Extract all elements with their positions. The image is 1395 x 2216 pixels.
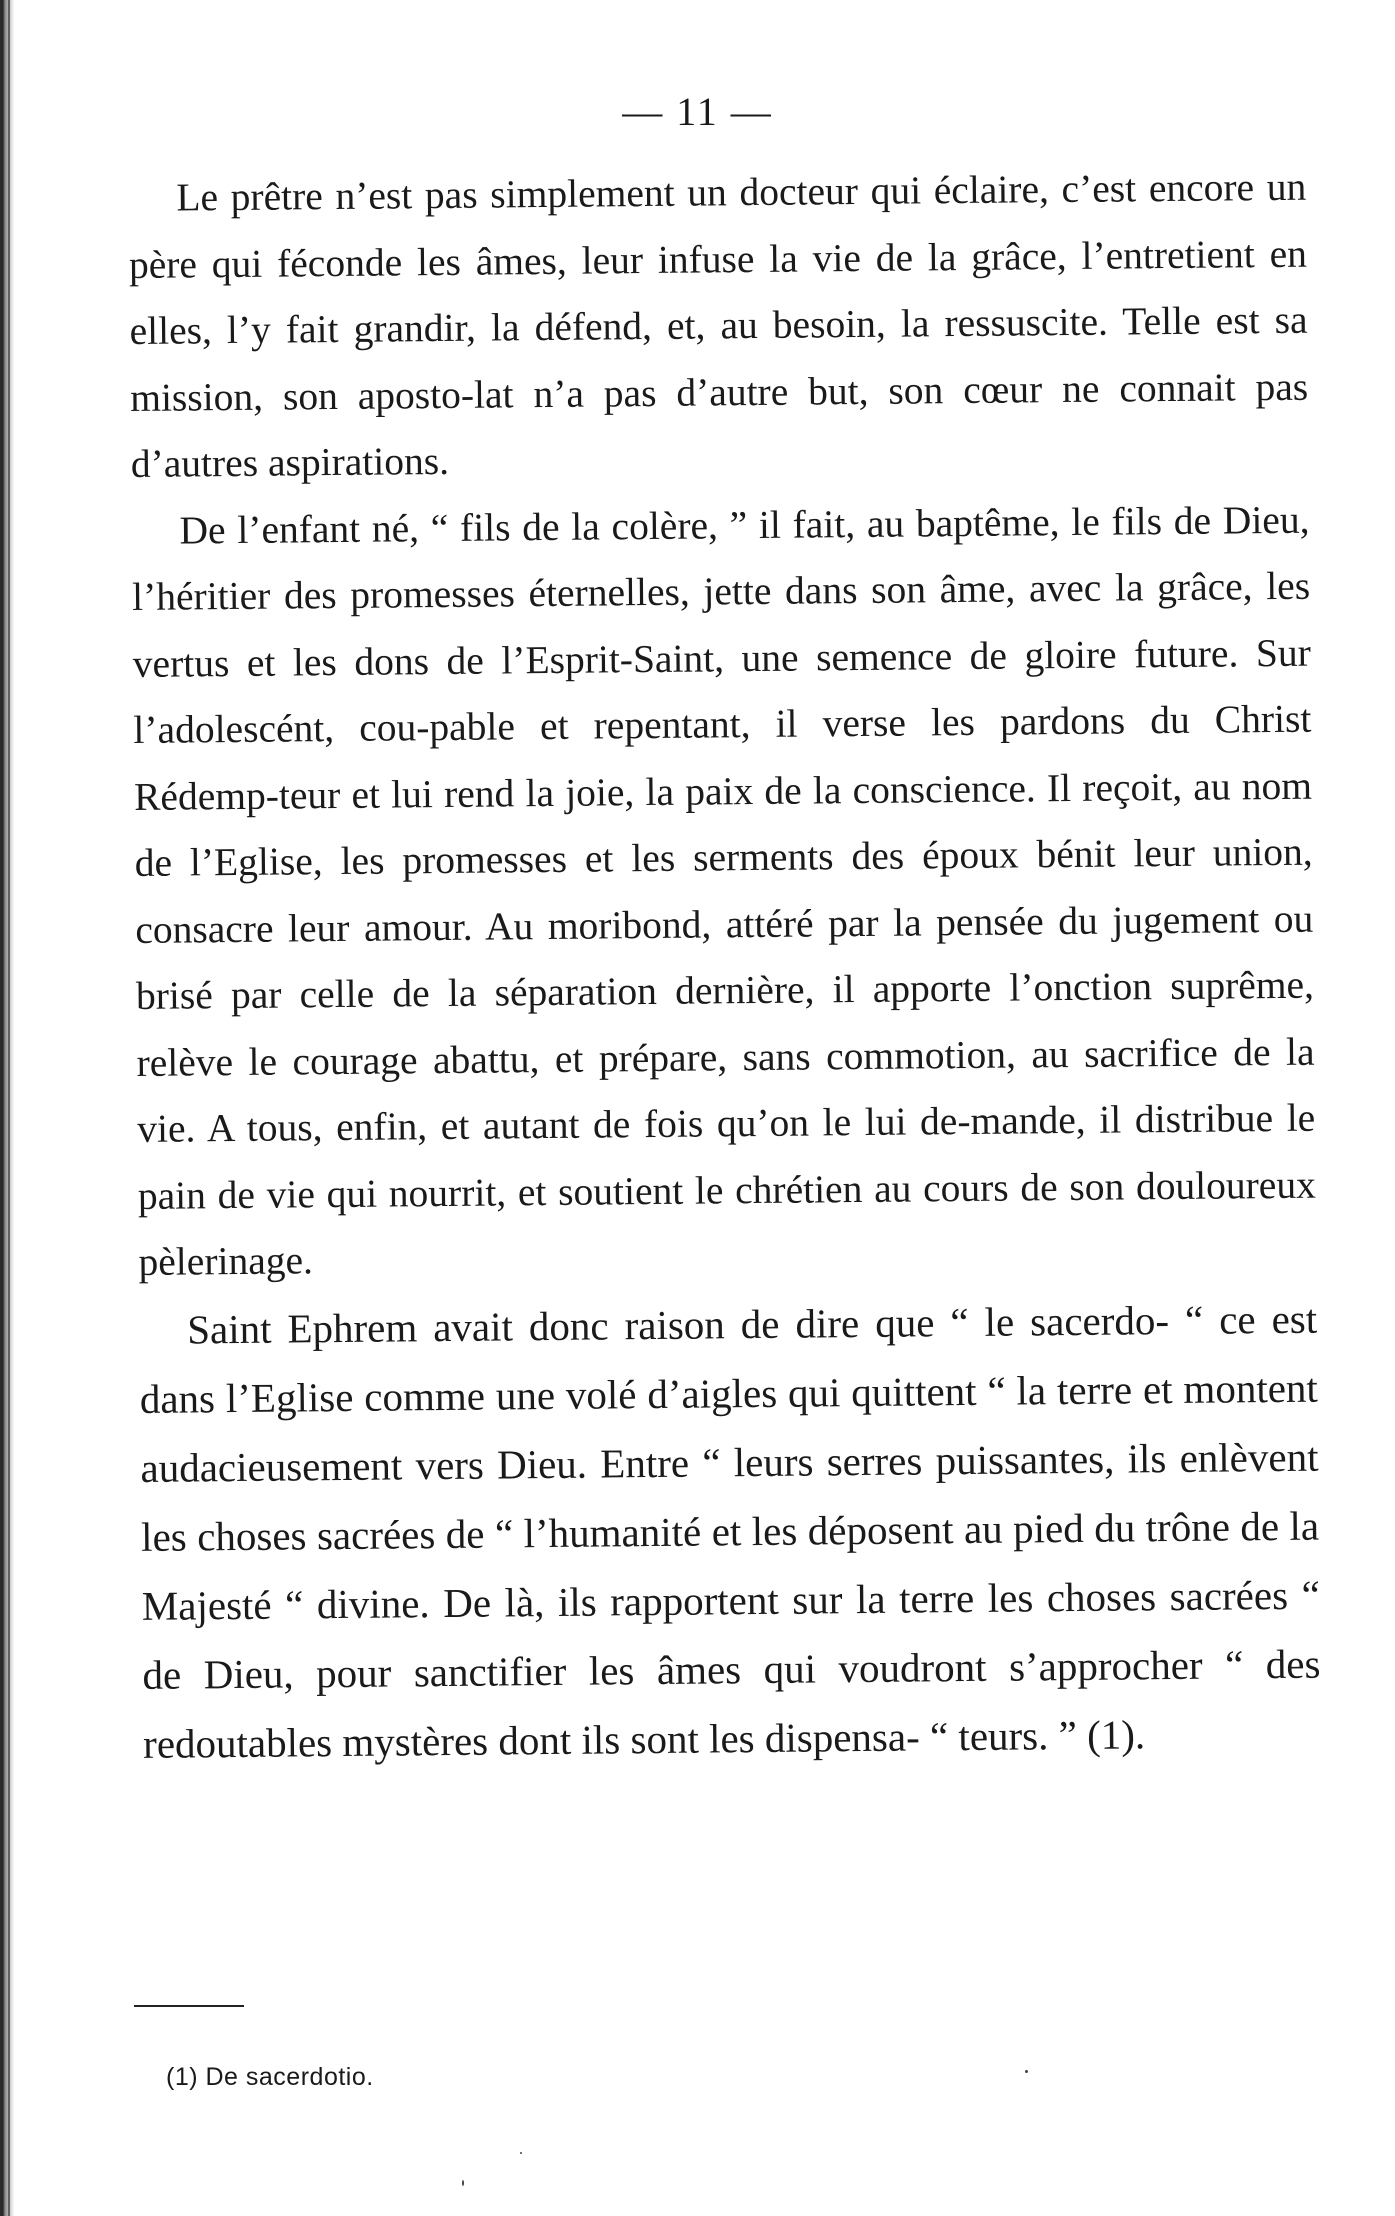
scan-speck [462, 2180, 464, 2186]
footnote-divider [134, 2005, 244, 2007]
page-number: — 11 — [622, 89, 773, 134]
scan-speck [520, 2152, 522, 2154]
body-text [128, 154, 1321, 1779]
scan-speck [1025, 2070, 1028, 2073]
paragraph-saint-ephrem-quote: Saint Ephrem avait donc raison de dire que “ le sacerdo- “ ce est dans l’Eglise comme une volé d’aigles qui quittent “ la terre et montent audacieusement vers Dieu. Entre “ leurs serres puissantes, ils enlèvent les choses sacrées de “ l’humanité et les déposent au pied du trône de la Majesté “ divine. De là, ils rapportent sur la terre les choses sacrées “ de Dieu, pour sanctifier les âmes qui voudront s’approcher “ des redoutables mystères dont ils sont les dispensa- “ teurs. ” (1). [139, 1295, 1321, 1767]
footnote: (1) De sacerdotio. [166, 2063, 374, 2091]
binding-line [8, 0, 10, 2216]
paragraph-sacraments: De l’enfant né, “ fils de la colère, ” il fait, au baptême, le fils de Dieu, l’héritier des promesses éternelles, jette dans son âme, avec la grâce, les vertus et les dons de l’Esprit-Saint, une semence de gloire future. Sur l’adolescént, cou-pable et repentant, il verse les pardons du Christ Rédemp-teur et lui rend la joie, la paix de la conscience. Il reçoit, au nom de l’Eglise, les promesses et les serments des époux bénit leur union, consacre leur amour. Au moribond, attéré par la pensée du jugement ou brisé par celle de la séparation dernière, il apporte l’onction suprême, relève le courage abattu, et prépare, sans commotion, au sacrifice de la vie. A tous, enfin, et autant de fois qu’on le lui de-mande, il distribue le pain de vie qui nourrit, et soutient le chrétien au cours de son douloureux pèlerinage. [131, 497, 1317, 1284]
page-binding-edge [0, 0, 14, 2216]
paragraph-priest-role: Le prêtre n’est pas simplement un docteur qui éclaire, c’est encore un père qui féconde les âmes, leur infuse la vie de la grâce, l’entretient en elles, l’y fait grandir, la défend, et, au besoin, la ressuscite. Telle est sa mission, son aposto-lat n’a pas d’autre but, son cœur ne connait pas d’autres aspirations. [128, 164, 1309, 486]
